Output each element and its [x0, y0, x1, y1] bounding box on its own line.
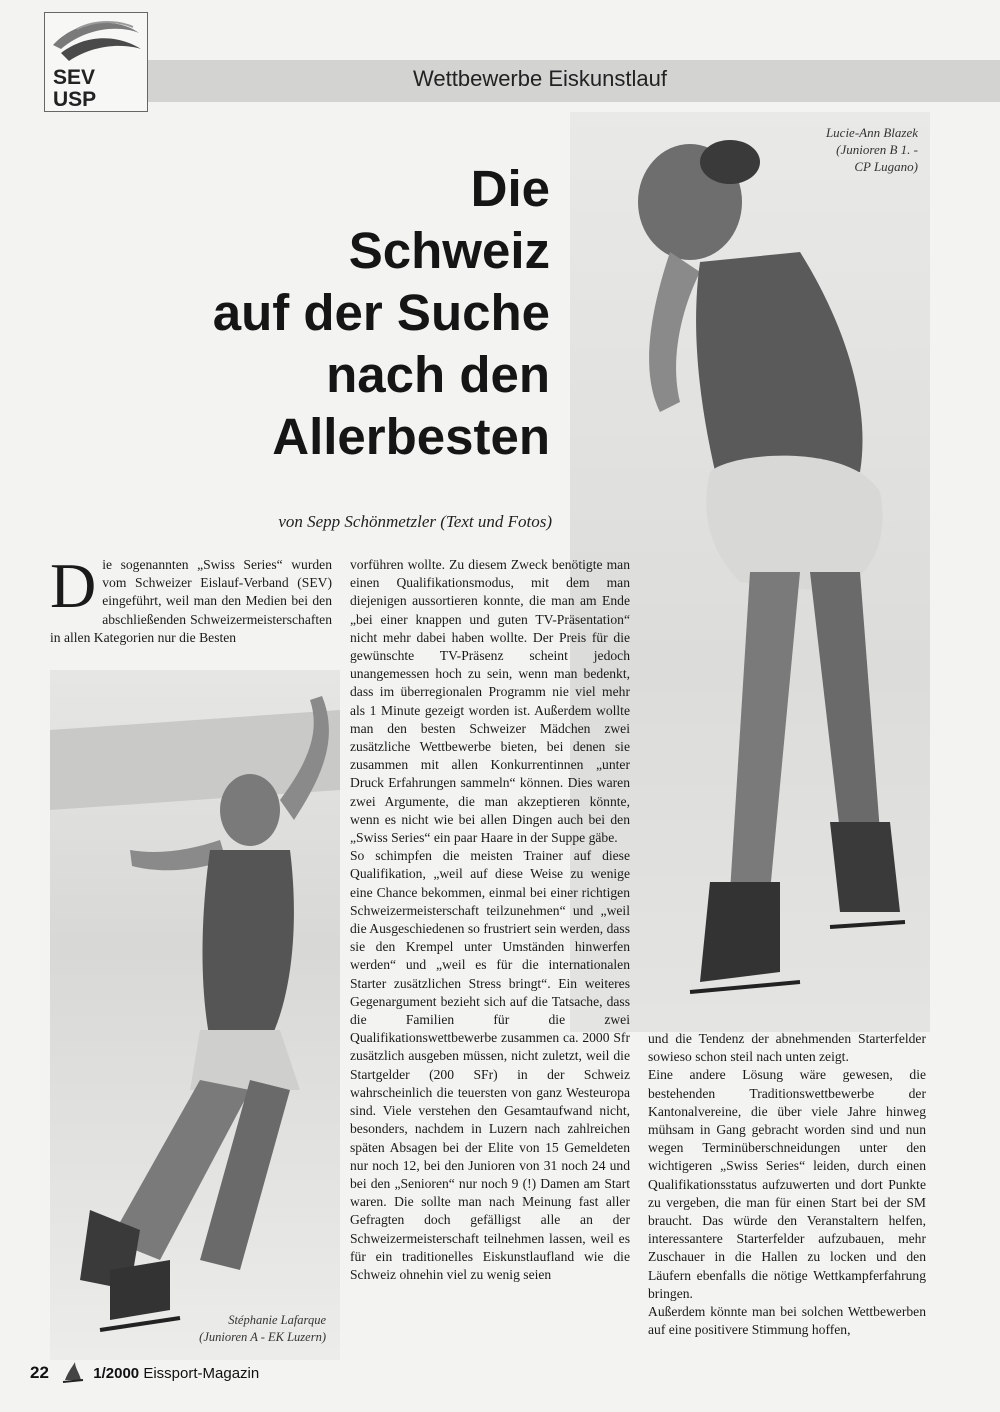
title-line: auf der Suche — [212, 284, 550, 341]
text-column-2 — [350, 556, 630, 1284]
article-title — [120, 158, 550, 468]
caption-line: CP Lugano) — [854, 159, 918, 174]
text-column-3 — [648, 1030, 926, 1339]
article-byline: von Sepp Schönmetzler (Text und Fotos) — [278, 512, 552, 531]
caption-line: Stéphanie Lafarque — [228, 1313, 326, 1327]
paragraph: Eine andere Lösung wäre gewesen, die bestehenden Traditionswettbewerbe der Kantonalvereine, die über viele Jahre hinweg mühsam in Gang gebracht worden sind und nun wegen Terminüberschneidungen unter den wichtigeren „Swiss Series“ leiden, durch einen Qualifikationsstatus aufzuwerten und dort Punkte zu vergeben, die man für einen Start bei der SM braucht. Das würde den Veranstaltern helfen, interessantere Starterfelder aufzubauen, mehr Zuschauer in die Hallen zu locken und den Läufern ebenfalls die nötige Wettkampferfahrung bringen. — [648, 1067, 926, 1301]
title-line: nach den — [326, 346, 550, 403]
page-number: 22 — [30, 1362, 49, 1382]
title-line: Allerbesten — [272, 408, 550, 465]
magazine-logo-icon — [61, 1360, 85, 1388]
photo-caption-right — [760, 124, 918, 175]
text-column-1 — [50, 550, 332, 647]
section-title: Wettbewerbe Eiskunstlauf — [413, 66, 667, 91]
magazine-name: Eissport-Magazin — [143, 1364, 260, 1382]
paragraph: und die Tendenz der abnehmenden Starterfelder sowieso schon steil nach unten zeigt. — [648, 1031, 926, 1065]
logo-text-sev: SEV — [53, 66, 96, 89]
issue-number: 1/2000 — [93, 1364, 140, 1382]
page-footer — [30, 1360, 259, 1386]
drop-cap: D — [50, 550, 97, 621]
skater-swoosh-icon — [47, 15, 145, 67]
paragraph: vorführen wollte. Zu diesem Zweck benötigte man einen Qualifikationsmodus, mit dem man diejenigen aussortieren konnte, die man am Ende „bei einer knappen und guten TV-Präsentation“ nicht mehr dabei haben wollte. Der Preis für die gewünschte TV-Präsenz scheint jedoch unangemessen hoch zu sein, wenn man bedenkt, dass im überregionalen Programm nie viel mehr als 1 Minute gezeigt worden ist. Außerdem wollte man den besten Schweizer Mädchen zwei zusätzliche Wettbewerbe bieten, bei denen sie zusammen mit allen Konkurrentinnen „unter Druck Erfahrungen sammeln“ können. Dies waren zwei Argumente, die man akzeptieren könnte, wenn es nicht wie bei allen Dingen auch bei den „Swiss Series“ ein paar Haare in der Suppe gäbe. — [350, 557, 630, 846]
photo-caption-left — [150, 1312, 326, 1346]
photo-skater-left — [50, 670, 340, 1360]
logo-text-usp: USP — [53, 88, 97, 111]
caption-line: (Junioren A - EK Luzern) — [199, 1330, 326, 1344]
paragraph: Außerdem könnte man bei solchen Wettbewerben auf eine positivere Stimmung hoffen, — [648, 1304, 926, 1338]
skater-silhouette-left — [50, 670, 340, 1360]
caption-line: Lucie-Ann Blazek — [825, 125, 918, 140]
title-line: Schweiz — [348, 222, 550, 279]
paragraph: ie sogenannten „Swiss Series“ wurden vom Schweizer Eislauf-Verband (SEV) eingeführt, weil man den Medien bei den abschließenden Schweizermeisterschaften in allen Kategorien nur die Besten — [50, 557, 332, 645]
title-line: Die — [470, 160, 550, 217]
sev-usp-logo — [44, 12, 148, 112]
caption-line: (Junioren B 1. - — [836, 142, 918, 157]
paragraph: So schimpfen die meisten Trainer auf diese Qualifikation, „weil auf diese Weise zu wenige eine Chance bekommen, einmal bei einer richtigen Schweizermeisterschaft teilzunehmen“ und „weil die Ausgeschiedenen so frustriert sein werden, dass sie den Krempel unter Umständen hinwerfen werden“ und „weil es für die internationalen Starter zusätzlichen Stress bringt“. Ein weiteres Gegenargument bezieht sich auf die Tatsache, dass die Familien für die zwei Qualifikationswettbewerbe zusammen ca. 2000 Sfr zusätzlich ausgeben müssen, nicht zuletzt, weil die Startgelder (200 SFr) in der Schweiz wahrscheinlich die teuersten von ganz Westeuropa sind. Viele verstehen den Gesamtaufwand nicht, besonders, nachdem in Luzern nach zahlreichen späten Absagen bei der Elite von 15 Gemeldeten nur noch 12, bei den Junioren von 31 noch 24 und bei den „Senioren“ nur noch 9 (!) Damen am Start waren. Die sollte man nach Meinung fast aller Gefragten doch gefälligst alle an der Schweizermeisterschaft teilnehmen lassen, weil es für ein traditionelles Eiskunstlaufland wie die Schweiz ohnehin viel zu wenig seien — [350, 848, 630, 1282]
